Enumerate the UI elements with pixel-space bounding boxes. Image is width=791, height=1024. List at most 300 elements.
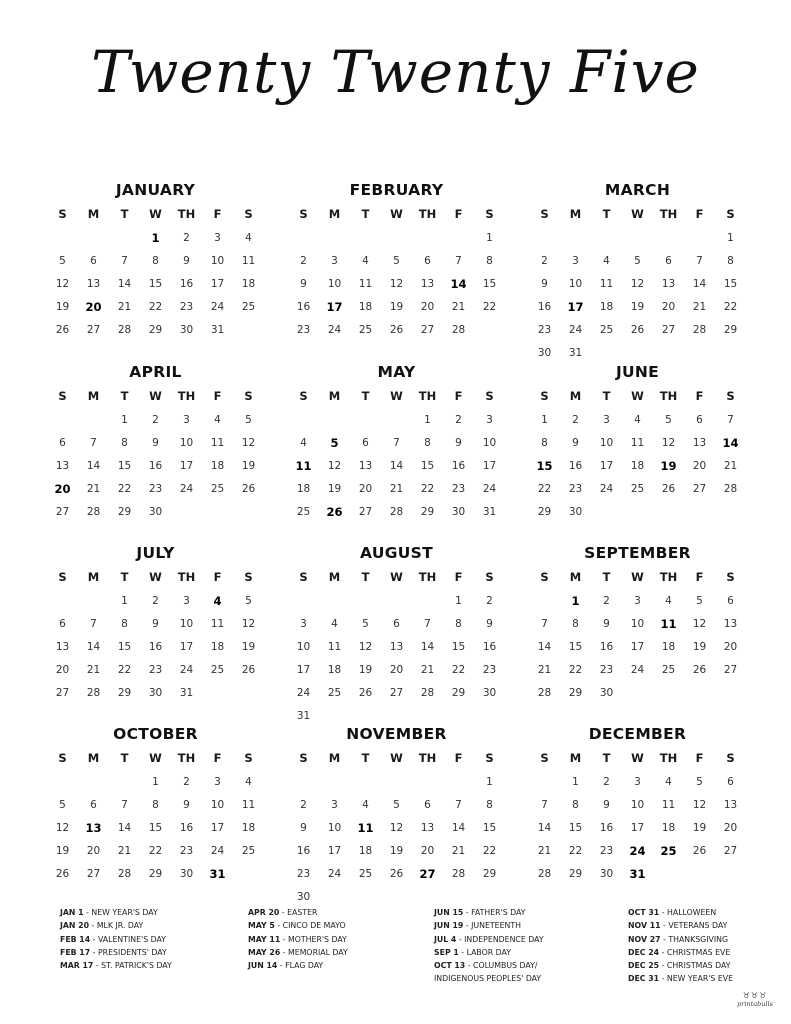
- day-cell: 2: [486, 594, 493, 607]
- day-cell: 19: [692, 821, 707, 834]
- holiday-date: APR 20: [248, 908, 280, 917]
- weekday-label: T: [120, 207, 129, 221]
- day-cell: 2: [603, 775, 610, 788]
- day-cell: 9: [300, 277, 307, 290]
- day-cell: 27: [55, 686, 70, 699]
- weekday-label: W: [149, 570, 162, 584]
- day-cell: 25: [210, 663, 225, 676]
- day-cell: 10: [296, 640, 311, 653]
- day-cell: 30: [148, 505, 163, 518]
- day-cell: 14: [117, 821, 132, 834]
- day-cell: 29: [451, 686, 466, 699]
- day-cell: 29: [537, 505, 552, 518]
- day-cell: 27: [86, 323, 101, 336]
- weekday-label: T: [602, 570, 611, 584]
- holiday-day-cell: 13: [85, 820, 102, 835]
- day-cell: 28: [451, 867, 466, 880]
- weekday-label: S: [299, 207, 308, 221]
- day-cell: 9: [183, 254, 190, 267]
- day-cell: 18: [241, 277, 256, 290]
- day-cell: 13: [692, 436, 707, 449]
- weekday-label: S: [299, 570, 308, 584]
- weekday-label: TH: [177, 207, 196, 221]
- holiday-day-cell: 24: [629, 843, 646, 858]
- day-grid: [288, 770, 505, 908]
- day-cell: 24: [179, 663, 194, 676]
- day-cell: 16: [599, 821, 614, 834]
- day-cell: 19: [358, 663, 373, 676]
- day-cell: 20: [86, 844, 101, 857]
- day-cell: 12: [692, 798, 707, 811]
- holiday-date: DEC 24: [628, 947, 660, 957]
- holiday-name: FATHER'S DAY: [471, 908, 526, 917]
- day-cell: 29: [723, 323, 738, 336]
- weekday-header: [288, 565, 505, 589]
- day-cell: 17: [599, 459, 614, 472]
- day-cell: 13: [661, 277, 676, 290]
- weekday-header: [288, 202, 505, 226]
- day-cell: 2: [603, 594, 610, 607]
- day-cell: 8: [572, 798, 579, 811]
- holiday-date: JUL 4: [434, 934, 457, 944]
- day-cell: 1: [486, 775, 493, 788]
- weekday-label: S: [58, 207, 67, 221]
- day-cell: 14: [420, 640, 435, 653]
- day-cell: 20: [358, 482, 373, 495]
- day-cell: 30: [482, 686, 497, 699]
- day-cell: 22: [537, 482, 552, 495]
- day-cell: 23: [568, 482, 583, 495]
- day-cell: 6: [393, 617, 400, 630]
- day-cell: 24: [210, 844, 225, 857]
- day-cell: 29: [117, 686, 132, 699]
- day-cell: 31: [296, 709, 311, 722]
- day-cell: 11: [327, 640, 342, 653]
- weekday-header: [47, 746, 264, 770]
- weekday-label: W: [149, 751, 162, 765]
- day-cell: 6: [727, 775, 734, 788]
- day-cell: 9: [603, 798, 610, 811]
- month-name: AUGUST: [360, 544, 433, 562]
- day-cell: 1: [727, 231, 734, 244]
- month-name: MARCH: [604, 181, 671, 199]
- day-cell: 16: [568, 459, 583, 472]
- day-cell: 11: [599, 277, 614, 290]
- holiday-name: CHRISTMAS DAY: [666, 961, 731, 971]
- day-cell: 1: [541, 413, 548, 426]
- day-cell: 12: [389, 277, 404, 290]
- day-cell: 6: [424, 254, 431, 267]
- day-cell: 6: [727, 594, 734, 607]
- day-cell: 29: [148, 323, 163, 336]
- day-cell: 8: [424, 436, 431, 449]
- day-cell: 22: [482, 300, 497, 313]
- day-cell: 26: [241, 663, 256, 676]
- holiday-date: JUN 19: [434, 921, 464, 931]
- day-cell: 9: [603, 617, 610, 630]
- weekday-label: W: [631, 570, 644, 584]
- day-cell: 18: [210, 640, 225, 653]
- day-cell: 20: [723, 821, 738, 834]
- day-cell: 30: [296, 890, 311, 903]
- day-cell: 7: [424, 617, 431, 630]
- day-cell: 26: [692, 663, 707, 676]
- day-cell: 14: [537, 640, 552, 653]
- day-cell: 2: [300, 798, 307, 811]
- day-grid: [47, 589, 264, 704]
- day-cell: 3: [300, 617, 307, 630]
- day-cell: 31: [482, 505, 497, 518]
- day-cell: 30: [599, 867, 614, 880]
- day-cell: 29: [117, 505, 132, 518]
- holiday-date: NOV 11: [628, 921, 661, 931]
- weekday-label: TH: [177, 570, 196, 584]
- day-cell: 7: [121, 798, 128, 811]
- month-january: [47, 178, 264, 341]
- day-cell: 1: [486, 231, 493, 244]
- day-cell: 25: [296, 505, 311, 518]
- holiday-day-cell: 14: [722, 435, 739, 450]
- day-cell: 15: [568, 640, 583, 653]
- weekday-label: F: [454, 751, 463, 765]
- month-august: [288, 541, 505, 727]
- logo-text: printabulls: [737, 1000, 773, 1008]
- day-cell: 26: [55, 323, 70, 336]
- holiday-day-cell: 25: [660, 843, 677, 858]
- day-cell: 17: [482, 459, 497, 472]
- day-cell: 8: [486, 798, 493, 811]
- weekday-label: S: [485, 207, 494, 221]
- day-cell: 5: [362, 617, 369, 630]
- weekday-label: S: [58, 389, 67, 403]
- day-cell: 5: [245, 594, 252, 607]
- month-name: DECEMBER: [588, 725, 687, 743]
- day-cell: 28: [451, 323, 466, 336]
- day-cell: 12: [55, 821, 70, 834]
- day-cell: 3: [214, 775, 221, 788]
- holiday-column: [248, 906, 348, 972]
- day-cell: 30: [451, 505, 466, 518]
- day-cell: 24: [327, 323, 342, 336]
- weekday-label: S: [726, 751, 735, 765]
- weekday-label: T: [602, 389, 611, 403]
- day-cell: 18: [661, 821, 676, 834]
- day-cell: 5: [634, 254, 641, 267]
- day-cell: 22: [117, 663, 132, 676]
- day-cell: 9: [152, 617, 159, 630]
- holiday-date: MAY 11: [248, 934, 281, 944]
- day-cell: 6: [665, 254, 672, 267]
- day-cell: 16: [148, 640, 163, 653]
- day-cell: 30: [537, 346, 552, 359]
- holiday-name: MLK JR. DAY: [96, 921, 144, 931]
- day-cell: 28: [537, 686, 552, 699]
- day-cell: 6: [362, 436, 369, 449]
- day-cell: 28: [389, 505, 404, 518]
- weekday-label: S: [726, 389, 735, 403]
- holiday-name: FLAG DAY: [285, 961, 324, 971]
- day-cell: 11: [241, 798, 256, 811]
- weekday-label: M: [87, 751, 100, 765]
- holiday-date: MAY 26: [248, 947, 281, 957]
- weekday-label: M: [328, 751, 341, 765]
- day-cell: 27: [358, 505, 373, 518]
- day-cell: 15: [482, 821, 497, 834]
- day-grid: [529, 589, 746, 704]
- day-cell: 26: [389, 323, 404, 336]
- day-cell: 9: [541, 277, 548, 290]
- weekday-header: [529, 565, 746, 589]
- day-grid: [529, 408, 746, 523]
- day-cell: 11: [210, 436, 225, 449]
- day-cell: 19: [389, 844, 404, 857]
- weekday-label: S: [299, 751, 308, 765]
- day-cell: 28: [723, 482, 738, 495]
- day-cell: 25: [241, 844, 256, 857]
- holiday-day-cell: 27: [419, 866, 436, 881]
- weekday-label: F: [454, 389, 463, 403]
- day-cell: 8: [727, 254, 734, 267]
- day-cell: 7: [90, 436, 97, 449]
- holiday-name: HALLOWEEN: [667, 908, 717, 917]
- weekday-label: F: [695, 751, 704, 765]
- day-cell: 14: [451, 821, 466, 834]
- day-cell: 21: [537, 663, 552, 676]
- day-cell: 5: [393, 254, 400, 267]
- day-cell: 4: [362, 254, 369, 267]
- day-cell: 18: [599, 300, 614, 313]
- holiday-item: NOV 27 - THANKSGIVING: [628, 934, 729, 944]
- day-cell: 13: [55, 640, 70, 653]
- weekday-label: M: [87, 207, 100, 221]
- day-cell: 27: [55, 505, 70, 518]
- day-cell: 26: [358, 686, 373, 699]
- day-cell: 27: [389, 686, 404, 699]
- weekday-label: S: [540, 751, 549, 765]
- weekday-label: M: [87, 389, 100, 403]
- day-cell: 13: [358, 459, 373, 472]
- day-cell: 18: [630, 459, 645, 472]
- day-cell: 7: [455, 254, 462, 267]
- month-name: APRIL: [129, 363, 182, 381]
- weekday-label: F: [213, 570, 222, 584]
- holiday-item: MAY 5 - CINCO DE MAYO: [248, 921, 346, 931]
- page-title: Twenty Twenty Five: [91, 38, 700, 106]
- day-cell: 20: [420, 300, 435, 313]
- day-cell: 23: [599, 663, 614, 676]
- day-cell: 7: [455, 798, 462, 811]
- day-cell: 22: [117, 482, 132, 495]
- day-cell: 21: [451, 300, 466, 313]
- day-cell: 18: [296, 482, 311, 495]
- day-cell: 3: [183, 413, 190, 426]
- day-grid: [47, 770, 264, 885]
- day-cell: 4: [331, 617, 338, 630]
- weekday-label: F: [695, 207, 704, 221]
- holiday-item: JAN 20 - MLK JR. DAY: [60, 921, 144, 931]
- day-cell: 15: [451, 640, 466, 653]
- day-cell: 9: [183, 798, 190, 811]
- day-cell: 16: [451, 459, 466, 472]
- day-cell: 23: [537, 323, 552, 336]
- day-cell: 28: [537, 867, 552, 880]
- weekday-label: S: [299, 389, 308, 403]
- holiday-item: MAY 26 - MEMORIAL DAY: [248, 947, 348, 957]
- day-cell: 9: [486, 617, 493, 630]
- day-cell: 17: [179, 640, 194, 653]
- weekday-label: W: [390, 751, 403, 765]
- day-cell: 13: [420, 277, 435, 290]
- day-cell: 24: [179, 482, 194, 495]
- holiday-item: DEC 31 - NEW YEAR'S EVE: [628, 974, 734, 984]
- day-cell: 12: [327, 459, 342, 472]
- day-cell: 10: [210, 798, 225, 811]
- day-cell: 8: [152, 798, 159, 811]
- day-cell: 6: [696, 413, 703, 426]
- day-cell: 22: [420, 482, 435, 495]
- weekday-label: M: [328, 389, 341, 403]
- weekday-label: W: [390, 207, 403, 221]
- month-february: [288, 178, 505, 341]
- holiday-date: JAN 1: [60, 908, 84, 917]
- day-cell: 26: [692, 844, 707, 857]
- day-cell: 4: [665, 775, 672, 788]
- day-cell: 10: [630, 617, 645, 630]
- day-cell: 4: [245, 231, 252, 244]
- day-cell: 23: [482, 663, 497, 676]
- day-cell: 8: [121, 436, 128, 449]
- day-cell: 26: [661, 482, 676, 495]
- day-cell: 21: [117, 300, 132, 313]
- day-cell: 17: [210, 821, 225, 834]
- weekday-label: T: [361, 570, 370, 584]
- day-cell: 19: [630, 300, 645, 313]
- day-cell: 22: [723, 300, 738, 313]
- month-name: FEBRUARY: [349, 181, 444, 199]
- day-cell: 3: [603, 413, 610, 426]
- weekday-header: [529, 202, 746, 226]
- day-cell: 19: [389, 300, 404, 313]
- holiday-date: JUN 15: [434, 908, 464, 917]
- weekday-label: S: [726, 570, 735, 584]
- month-april: [47, 360, 264, 523]
- day-cell: 26: [241, 482, 256, 495]
- weekday-label: TH: [659, 570, 678, 584]
- day-cell: 16: [537, 300, 552, 313]
- day-cell: 10: [568, 277, 583, 290]
- holiday-name: LABOR DAY: [466, 947, 512, 957]
- month-name: JUNE: [615, 363, 660, 381]
- day-cell: 16: [296, 300, 311, 313]
- holiday-name: INDEPENDENCE DAY: [464, 934, 544, 944]
- day-cell: 10: [599, 436, 614, 449]
- holiday-name: JUNETEENTH: [471, 921, 521, 931]
- weekday-label: TH: [418, 751, 437, 765]
- weekday-header: [529, 746, 746, 770]
- day-cell: 11: [210, 617, 225, 630]
- day-cell: 31: [179, 686, 194, 699]
- day-cell: 16: [599, 640, 614, 653]
- day-cell: 8: [121, 617, 128, 630]
- day-cell: 5: [696, 594, 703, 607]
- holiday-day-cell: 4: [213, 593, 222, 608]
- day-cell: 1: [424, 413, 431, 426]
- day-cell: 8: [541, 436, 548, 449]
- day-cell: 24: [630, 663, 645, 676]
- weekday-label: W: [631, 207, 644, 221]
- day-cell: 18: [241, 821, 256, 834]
- day-cell: 18: [358, 844, 373, 857]
- weekday-label: M: [569, 207, 582, 221]
- month-october: [47, 722, 264, 885]
- holiday-item: SEP 1 - LABOR DAY: [434, 947, 512, 957]
- day-cell: 2: [183, 775, 190, 788]
- day-cell: 5: [59, 254, 66, 267]
- weekday-label: T: [361, 751, 370, 765]
- holiday-item: FEB 14 - VALENTINE'S DAY: [60, 934, 166, 944]
- day-cell: 23: [451, 482, 466, 495]
- day-cell: 21: [451, 844, 466, 857]
- holiday-day-cell: 19: [660, 458, 677, 473]
- day-cell: 30: [179, 323, 194, 336]
- holiday-day-cell: 11: [660, 616, 677, 631]
- day-cell: 12: [692, 617, 707, 630]
- day-cell: 7: [541, 617, 548, 630]
- day-cell: 27: [723, 844, 738, 857]
- day-cell: 17: [179, 459, 194, 472]
- weekday-label: F: [695, 570, 704, 584]
- day-cell: 18: [358, 300, 373, 313]
- day-cell: 9: [300, 821, 307, 834]
- weekday-label: S: [244, 751, 253, 765]
- day-cell: 11: [241, 254, 256, 267]
- month-september: [529, 541, 746, 704]
- weekday-label: W: [631, 751, 644, 765]
- weekday-header: [529, 384, 746, 408]
- day-cell: 2: [152, 413, 159, 426]
- day-cell: 23: [296, 323, 311, 336]
- holiday-day-cell: 11: [357, 820, 374, 835]
- day-cell: 22: [148, 844, 163, 857]
- holiday-item: APR 20 - EASTER: [248, 908, 318, 917]
- weekday-label: M: [569, 389, 582, 403]
- holiday-item: NOV 11 - VETERANS DAY: [628, 921, 728, 931]
- day-cell: 27: [723, 663, 738, 676]
- day-cell: 10: [179, 617, 194, 630]
- day-cell: 22: [451, 663, 466, 676]
- holiday-item: MAY 11 - MOTHER'S DAY: [248, 934, 347, 944]
- day-cell: 4: [245, 775, 252, 788]
- day-cell: 5: [696, 775, 703, 788]
- month-name: JANUARY: [115, 181, 196, 199]
- month-june: [529, 360, 746, 523]
- day-cell: 29: [482, 867, 497, 880]
- holiday-item: JUN 14 - FLAG DAY: [248, 961, 324, 971]
- printabulls-logo: [734, 991, 776, 1008]
- month-name: SEPTEMBER: [584, 544, 691, 562]
- month-november: [288, 722, 505, 908]
- day-cell: 17: [630, 640, 645, 653]
- day-cell: 6: [59, 436, 66, 449]
- day-cell: 25: [630, 482, 645, 495]
- day-cell: 3: [486, 413, 493, 426]
- day-cell: 14: [389, 459, 404, 472]
- weekday-label: T: [120, 751, 129, 765]
- day-cell: 30: [179, 867, 194, 880]
- holiday-name: PRESIDENTS' DAY: [97, 947, 167, 957]
- holiday-item: JUN 19 - JUNETEENTH: [434, 921, 521, 931]
- weekday-label: T: [361, 207, 370, 221]
